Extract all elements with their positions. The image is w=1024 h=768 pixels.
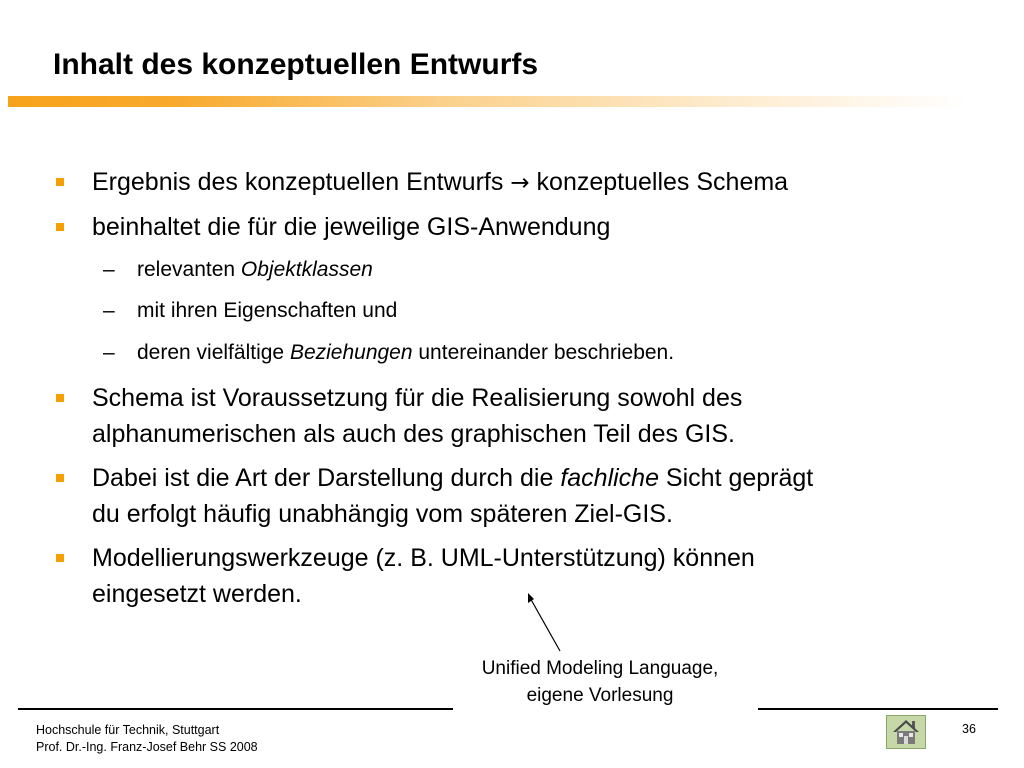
bullet-text-line-2: du erfolgt häufig unabhängig vom späteren Ziel-GIS. [92,500,673,528]
title-underline-bar [8,96,968,107]
bullet-text: beinhaltet die für die jeweilige GIS-Anwendung [92,213,611,241]
bullet-text-italic: fachliche [560,464,659,492]
sub-item-text: mit ihren Eigenschaften und [137,299,398,322]
home-icon [892,719,920,745]
bullet-text-part: Ergebnis des konzeptuellen Entwurfs [92,168,511,196]
page-number: 36 [962,722,976,736]
footer-divider-right [758,708,998,710]
bullet-text-part: konzeptuelles Schema [529,168,789,196]
bullet-square-icon [56,554,64,562]
slide-title: Inhalt des konzeptuellen Entwurfs [53,48,539,81]
sub-item-text [137,339,674,367]
sub-text-italic: Objektklassen [240,258,373,281]
dash-marker: – [103,299,115,322]
bullet-square-icon [56,223,64,231]
annotation-callout [440,655,760,709]
bullet-text-line-1 [92,460,813,496]
dash-marker: – [103,258,115,281]
bullet-square-icon [56,474,64,482]
bullet-text-line-2: eingesetzt werden. [92,580,302,608]
annotation-line-1: Unified Modeling Language, [481,658,719,679]
bullet-text-line-1: Schema ist Voraussetzung für die Realisierung sowohl des [92,384,743,412]
bullet-text [92,164,788,201]
dash-marker: – [103,341,115,364]
bullet-square-icon [56,178,64,186]
arrow-right-icon: → [510,170,530,196]
home-button[interactable] [886,715,926,749]
bullet-square-icon [56,394,64,402]
bullet-text-part: Sicht geprägt [658,464,814,492]
bullet-text-part: Dabei ist die Art der Darstellung durch die [92,464,561,492]
footer-author: Prof. Dr.-Ing. Franz-Josef Behr SS 2008 [36,740,258,754]
bullet-text-line-2: alphanumerischen als auch des graphischen Teil des GIS. [92,420,735,448]
annotation-arrow-icon [520,590,570,660]
sub-text-part: deren vielfältige [137,341,290,364]
annotation-line-2: eigene Vorlesung [526,685,674,706]
sub-text-part: relevanten [137,258,241,281]
sub-item-text [137,256,373,284]
bullet-text-line-1: Modellierungswerkzeuge (z. B. UML-Unterstützung) können [92,544,755,572]
sub-text-part: untereinander beschrieben. [412,341,675,364]
footer-divider-left [18,708,453,710]
sub-text-italic: Beziehungen [289,341,413,364]
footer-institution: Hochschule für Technik, Stuttgart [36,723,220,737]
